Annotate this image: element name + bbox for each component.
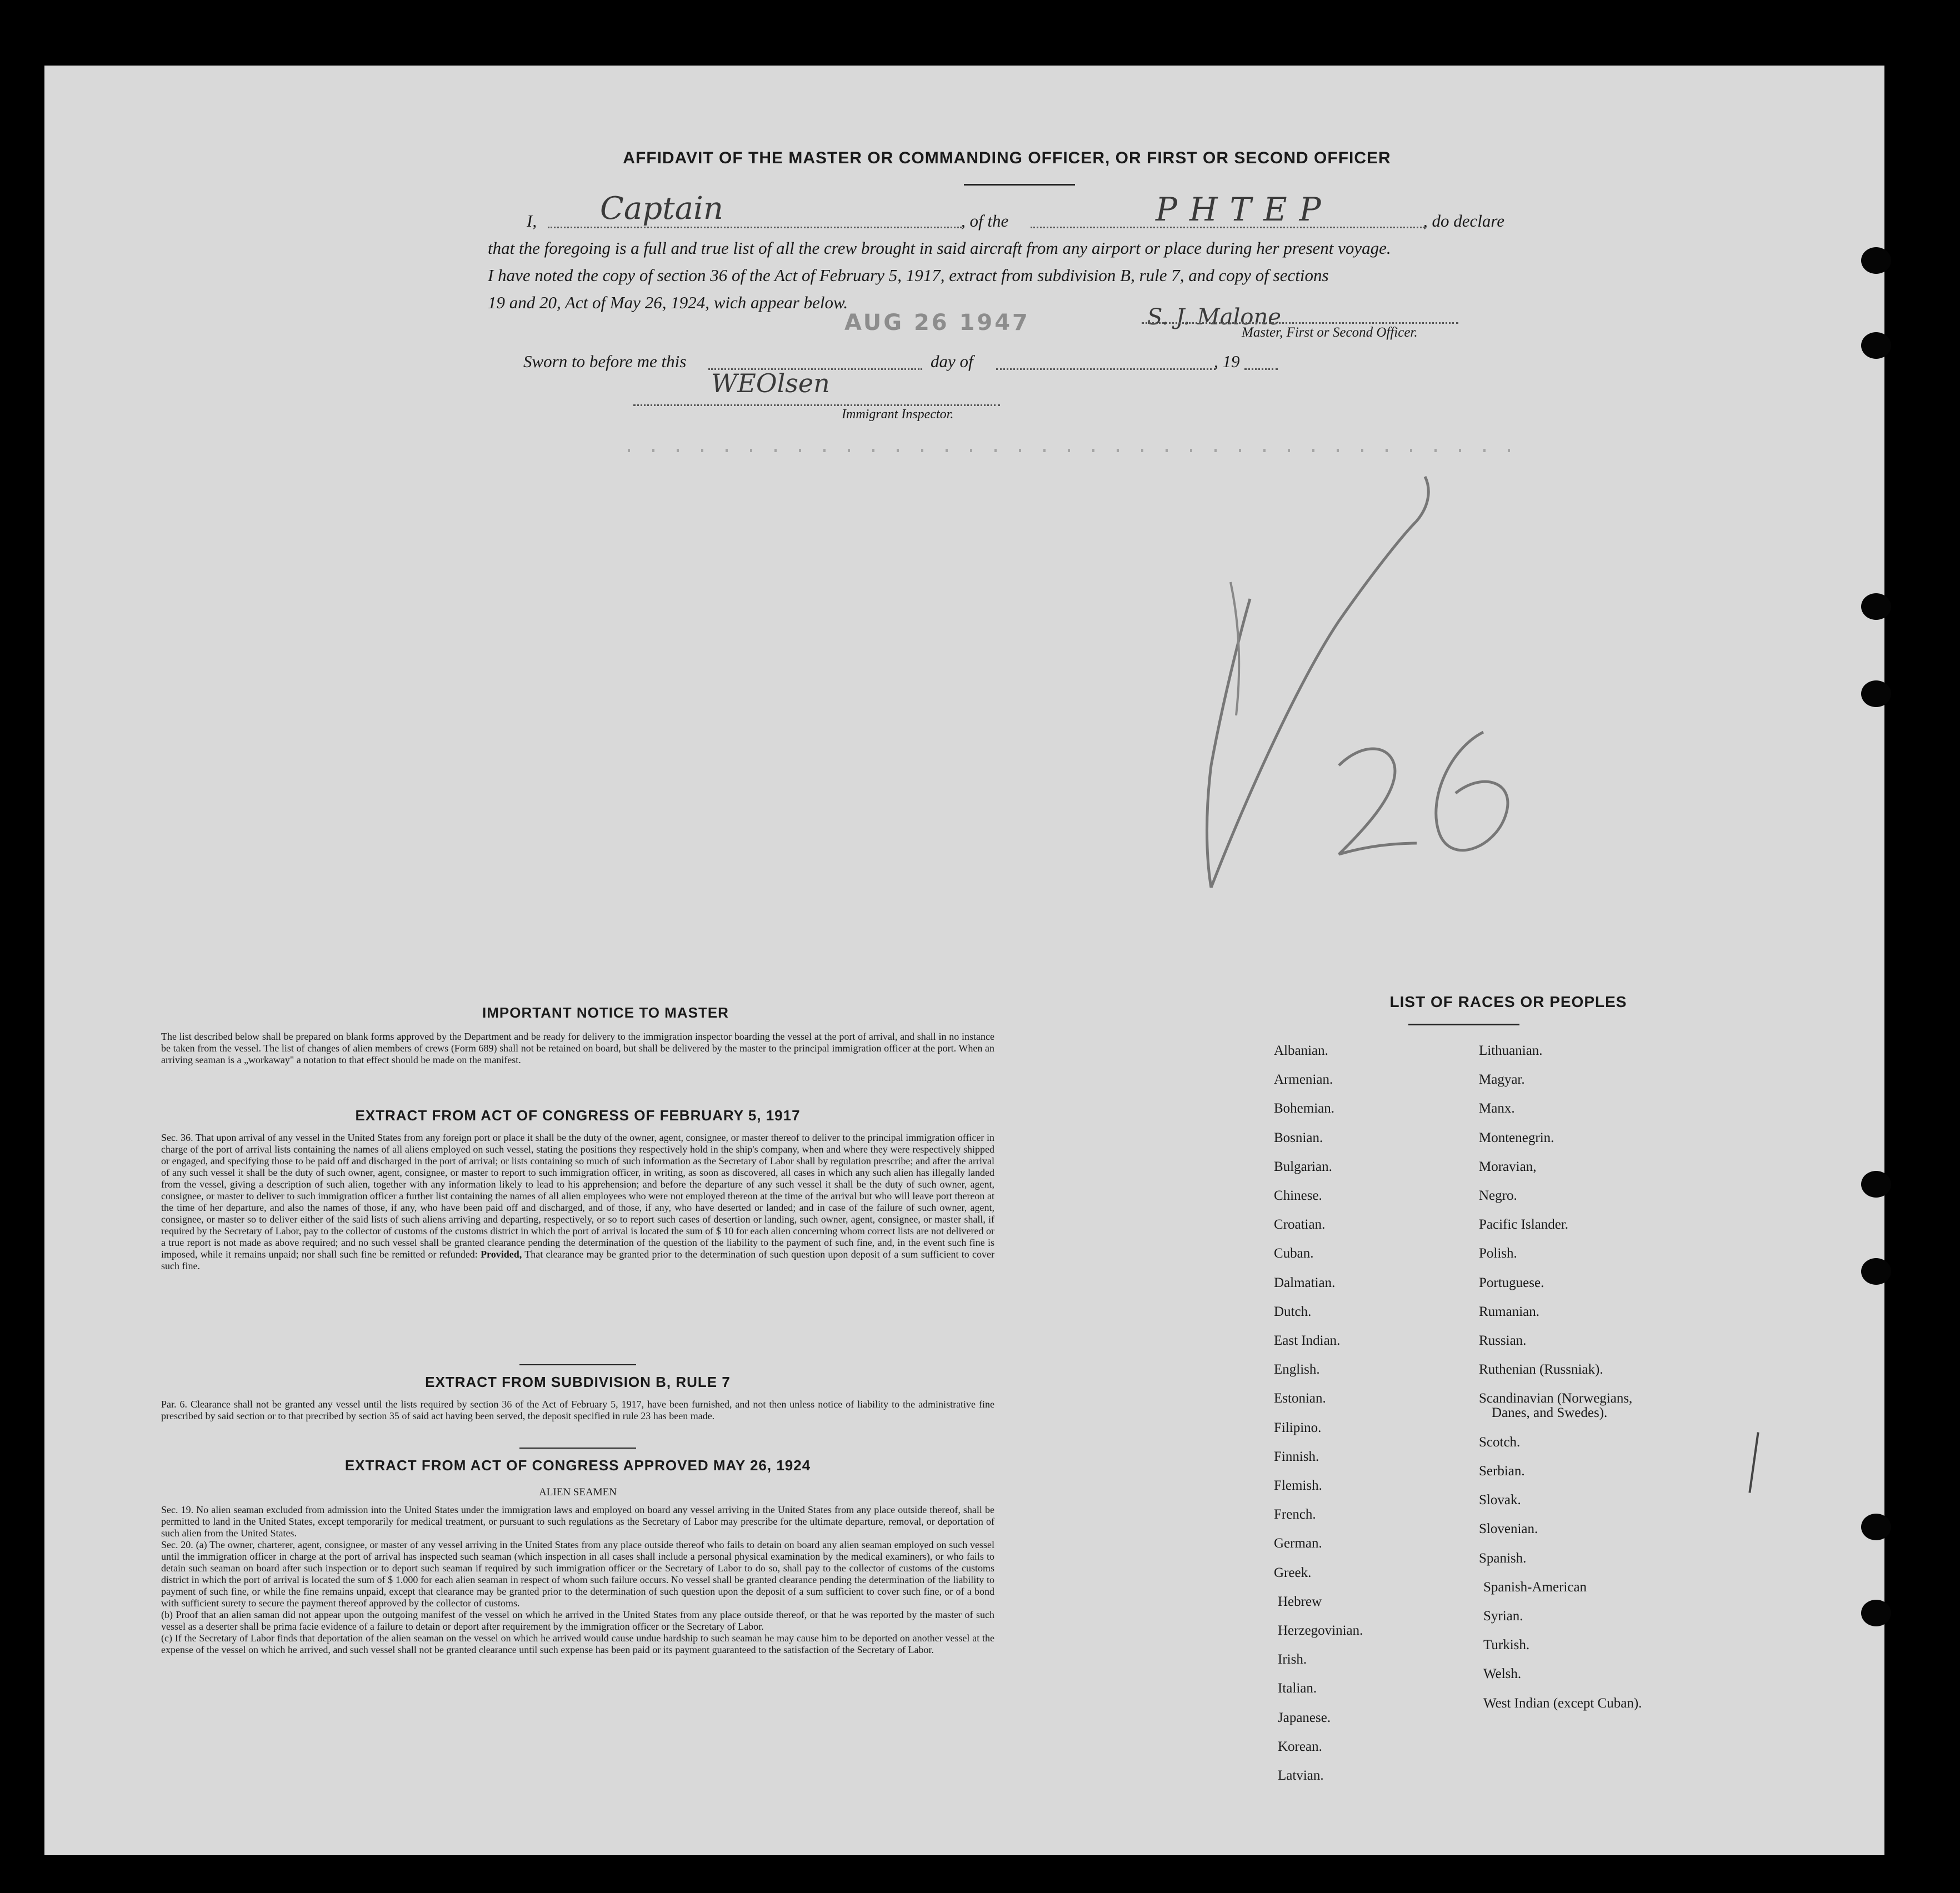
race-item-right: Spanish.: [1479, 1550, 1527, 1566]
race-item-right: Polish.: [1479, 1246, 1517, 1261]
sworn-year-blank: [1244, 368, 1278, 370]
race-item-left: Albanian.: [1274, 1043, 1328, 1058]
binder-hole: [1861, 247, 1891, 274]
race-item-left: Cuban.: [1274, 1246, 1314, 1261]
race-item-left: Herzegovinian.: [1278, 1623, 1363, 1638]
rule7-body: Par. 6. Clearance shall not be granted any vessel until the lists required by section 36 of the Act of February 5, 1917, have been furnished, and not then unless notice of liability to the administrative fine prescribed by said section or to that precribed by section 35 of said act having been served, the deposit specified in rule 23 has been made.: [161, 1399, 994, 1421]
binder-hole: [1861, 1514, 1891, 1540]
affidavit-line4: 19 and 20, Act of May 26, 1924, wich appear below.: [488, 293, 848, 312]
race-item-right: Portuguese.: [1479, 1275, 1544, 1290]
race-item-left: Greek.: [1274, 1565, 1312, 1580]
race-item-left: Filipino.: [1274, 1420, 1322, 1435]
race-item-right: Moravian,: [1479, 1159, 1537, 1174]
sec19-text: Sec. 19. No alien seaman excluded from admission into the United States under the immigration laws and employed on board any vessel arriving in the United States from any place outside thereof, shall be permitted to land in the United States, except temporarily for medical treatment, or pursuant to such regulations as the Secretary of Labor may prescribe for the ultimate departure, removal, or deportation of such alien from the United States.: [161, 1504, 994, 1539]
race-item-left: Flemish.: [1274, 1478, 1322, 1493]
race-item-left: Bulgarian.: [1274, 1159, 1332, 1174]
mark-text: 8/26: [1294, 948, 1307, 956]
sworn-month-blank: [996, 368, 1216, 370]
race-item-right: Turkish.: [1483, 1637, 1530, 1653]
race-item-left: Italian.: [1278, 1681, 1317, 1696]
race-item-right: Rumanian.: [1479, 1304, 1540, 1319]
affidavit-line3: I have noted the copy of section 36 of the Act of February 5, 1917, extract from subdivision B, rule 7, and copy of sections: [488, 266, 1329, 285]
race-item-left: Korean.: [1278, 1739, 1322, 1754]
handwritten-name: Captain: [600, 191, 723, 227]
inspector-label: Immigrant Inspector.: [842, 407, 954, 422]
title-rule: [964, 184, 1075, 186]
binder-hole: [1861, 1258, 1891, 1285]
race-item-left: Bohemian.: [1274, 1101, 1335, 1116]
name-blank: [548, 227, 962, 228]
race-item-left: East Indian.: [1274, 1333, 1341, 1348]
sworn-text: Sworn to before me this: [523, 352, 687, 371]
race-item-right: Danes, and Swedes).: [1492, 1405, 1608, 1421]
race-item-left: Croatian.: [1274, 1217, 1326, 1233]
races-rule: [1408, 1024, 1519, 1025]
rule7-title: EXTRACT FROM SUBDIVISION B, RULE 7: [425, 1374, 731, 1390]
race-item-left: Armenian.: [1274, 1072, 1333, 1088]
sec36-text: Sec. 36. That upon arrival of any vessel in the United States from any foreign port or place it shall be the duty of the owner, agent, consignee, or master thereof to deliver to the principal immigration officer in charge of the port of arrival lists containing the names of all aliens employed on such vessel, stating the positions they respectively hold in the ship's company, when and where they were respectively shipped or engaged, and specifying those to be paid off and discharged in the port of arrival; or lists containing so much of such information as the Secretary of Labor shall by regulation prescribe; and after the arrival of any such vessel it shall be the duty of such owner, agent, consignee, or master to report to such immigration officer, in writing, as soon as discovered, all cases in which any such alien has illegally landed from the vessel, giving a description of such alien, together with any information likely to lead to his apprehension; and before the departure of any such vessel it shall be the duty of such owner, agent, consignee, or master to deliver to such immigration officer a further list containing the names of all alien employees who were not employed thereon at the time of the arrival but who will leave port thereon at the time of her departure, and also the names of those, if any, who have been paid off and discharged, and of those, if any, who have deserted or landed; and in case of the failure of such owner, agent, consignee, or master so to deliver either of the said lists of such aliens arriving and departing, respectively, or so to report such cases of desertion or landing, such owner, agent, consignee, or master shall, if required by the Secretary of Labor, pay to the collector of customs of the customs district in which the port of arrival is located the sum of $ 10 for each alien concerning whom correct lists are not delivered or a true report is not made as above required; and no such vessel shall be granted clearance pending the determination of the question of the liability to the payment of such fine, and, in the event such fine is imposed, while it remains unpaid; nor shall such fine be remitted or refunded:: [161, 1132, 994, 1260]
race-item-left: English.: [1274, 1362, 1320, 1378]
sec20a-text: Sec. 20. (a) The owner, charterer, agent, consignee, or master of any vessel arriving in the United States from any place outside thereof who fails to detain on board any alien seaman employed on such vessel until the immigration officer in charge at the port of arrival has inspected such seaman (which inspection in all cases shall include a personal physical examination by the medical examiners), or who fails to detain such seaman on board after such inspection or to deport such seaman if required by such immigration officer or the Secretary of Labor to do so, shall pay to the collector of customs of the customs district in which the port of arrival is located the sum of $ 1.000 for each alien seaman in respect of whom such failure occurs. No vessel shall be granted clearance pending the determination of the liability to payment of such fine, or while the fine remains unpaid, except that clearance may be granted prior to the determination of such question upon the deposit of a sum sufficient to cover such fine, or of a bond with sufficient surety to secure the payment thereof approved by the collector of customs.: [161, 1539, 994, 1609]
line1-i: I,: [527, 211, 537, 231]
race-item-left: Bosnian.: [1274, 1130, 1323, 1145]
affidavit-line2: that the foregoing is a full and true list of all the crew brought in said aircraft from any airport or place during her present voyage.: [488, 238, 1391, 258]
sec20c-text: (c) If the Secretary of Labor finds that deportation of the alien seaman on the vessel on which he arrived would cause undue hardship to such seaman he may cause him to be deported on another vessel at the expense of the vessel on which he arrived, and such vessel shall not be granted clearance until such expense has been paid or its payment guaranteed to the satisfaction of the Secretary of Labor.: [161, 1632, 994, 1655]
affidavit-title: AFFIDAVIT OF THE MASTER OR COMMANDING OFFICER, OR FIRST OR SECOND OFFICER: [623, 149, 1391, 167]
extract-1917-title: EXTRACT FROM ACT OF CONGRESS OF FEBRUARY 5, 1917: [355, 1107, 801, 1124]
sec20b-text: (b) Proof that an alien saman did not appear upon the outgoing manifest of the vessel on which he arrived in the United States from any place outside thereof, or that he was reported by the master of such vessel as a deserter shall be prima facie evidence of a failure to detain or deport after requirement by the immigration officer or the Secretary of Labor.: [161, 1609, 994, 1632]
race-item-right: Manx.: [1479, 1101, 1515, 1116]
binder-hole: [1861, 680, 1891, 707]
race-item-left: Hebrew: [1278, 1594, 1322, 1609]
race-item-right: Negro.: [1479, 1188, 1517, 1203]
extract-1924-body: [161, 1504, 994, 1656]
race-item-left: Japanese.: [1278, 1710, 1331, 1725]
race-item-right: Scandinavian (Norwegians,: [1479, 1391, 1633, 1406]
document-page: [44, 66, 1884, 1855]
binder-hole: [1861, 1171, 1891, 1198]
sworn-day-of: day of: [931, 352, 973, 371]
binder-hole: [1861, 593, 1891, 620]
divider-1: [519, 1364, 636, 1365]
race-item-right: Serbian.: [1479, 1463, 1525, 1479]
race-item-left: Estonian.: [1274, 1391, 1326, 1406]
race-item-right: West Indian (except Cuban).: [1483, 1695, 1642, 1711]
pencil-tick: [1748, 1432, 1759, 1493]
race-item-right: Magyar.: [1479, 1072, 1525, 1088]
race-item-left: Finnish.: [1274, 1449, 1319, 1464]
line1-declare: , do declare: [1423, 211, 1505, 231]
notice-body: The list described below shall be prepared on blank forms approved by the Department and be ready for delivery to the immigration inspector boarding the vessel at the port of arrival, and shall in no instance be taken from the vessel. The list of changes of alien members of crews (Form 689) shall not be retained on board, but shall be delivered by the master to the principal immigration officer at the port. When an arriving seaman is a „workaway" a notation to that effect should be made on the manifest.: [161, 1031, 994, 1065]
race-item-right: Scotch.: [1479, 1434, 1521, 1450]
binder-hole: [1861, 1600, 1891, 1626]
race-item-right: Russian.: [1479, 1333, 1527, 1348]
master-label: Master, First or Second Officer.: [1242, 325, 1418, 340]
master-signature: S. J. Malone: [1147, 304, 1281, 330]
race-item-right: Montenegrin.: [1479, 1130, 1554, 1145]
race-item-right: Welsh.: [1483, 1666, 1522, 1682]
proviso-bold: Provided,: [481, 1249, 522, 1260]
race-item-left: Irish.: [1278, 1652, 1307, 1667]
proviso-text: That clearance may be granted prior to the determination of such question upon deposit of a sum sufficient to cover such fine.: [161, 1249, 995, 1271]
race-item-right: Slovak.: [1479, 1493, 1521, 1508]
race-item-left: German.: [1274, 1536, 1322, 1551]
inspector-signature: WEOlsen: [711, 368, 830, 398]
handwritten-craft: PHTEP: [1156, 191, 1333, 228]
race-item-right: Slovenian.: [1479, 1521, 1538, 1537]
sworn-year: , 19: [1214, 352, 1240, 371]
race-item-right: Ruthenian (Russniak).: [1479, 1362, 1603, 1378]
line1-of-the: , of the: [961, 211, 1009, 231]
race-item-left: French.: [1274, 1507, 1316, 1523]
notice-title: IMPORTANT NOTICE TO MASTER: [482, 1004, 729, 1021]
date-stamp: AUG 26 1947: [844, 310, 1030, 335]
pencil-annotation: [1128, 454, 1561, 982]
alien-seamen-subtitle: ALIEN SEAMEN: [539, 1486, 617, 1498]
faint-dots-row: [628, 449, 1517, 452]
race-item-right: Pacific Islander.: [1479, 1217, 1569, 1233]
extract-1917-body: [161, 1132, 994, 1272]
race-item-right: Syrian.: [1483, 1608, 1523, 1624]
races-title: LIST OF RACES OR PEOPLES: [1389, 993, 1627, 1010]
race-item-left: Chinese.: [1274, 1188, 1322, 1203]
binder-hole: [1861, 332, 1891, 359]
race-item-left: Dalmatian.: [1274, 1275, 1336, 1290]
race-item-left: Dutch.: [1274, 1304, 1312, 1319]
race-item-left: Latvian.: [1278, 1768, 1324, 1783]
divider-2: [519, 1448, 636, 1449]
race-item-right: Spanish-American: [1483, 1579, 1587, 1595]
race-item-right: Lithuanian.: [1479, 1043, 1543, 1058]
extract-1924-title: EXTRACT FROM ACT OF CONGRESS APPROVED MAY 26, 1924: [344, 1457, 811, 1474]
